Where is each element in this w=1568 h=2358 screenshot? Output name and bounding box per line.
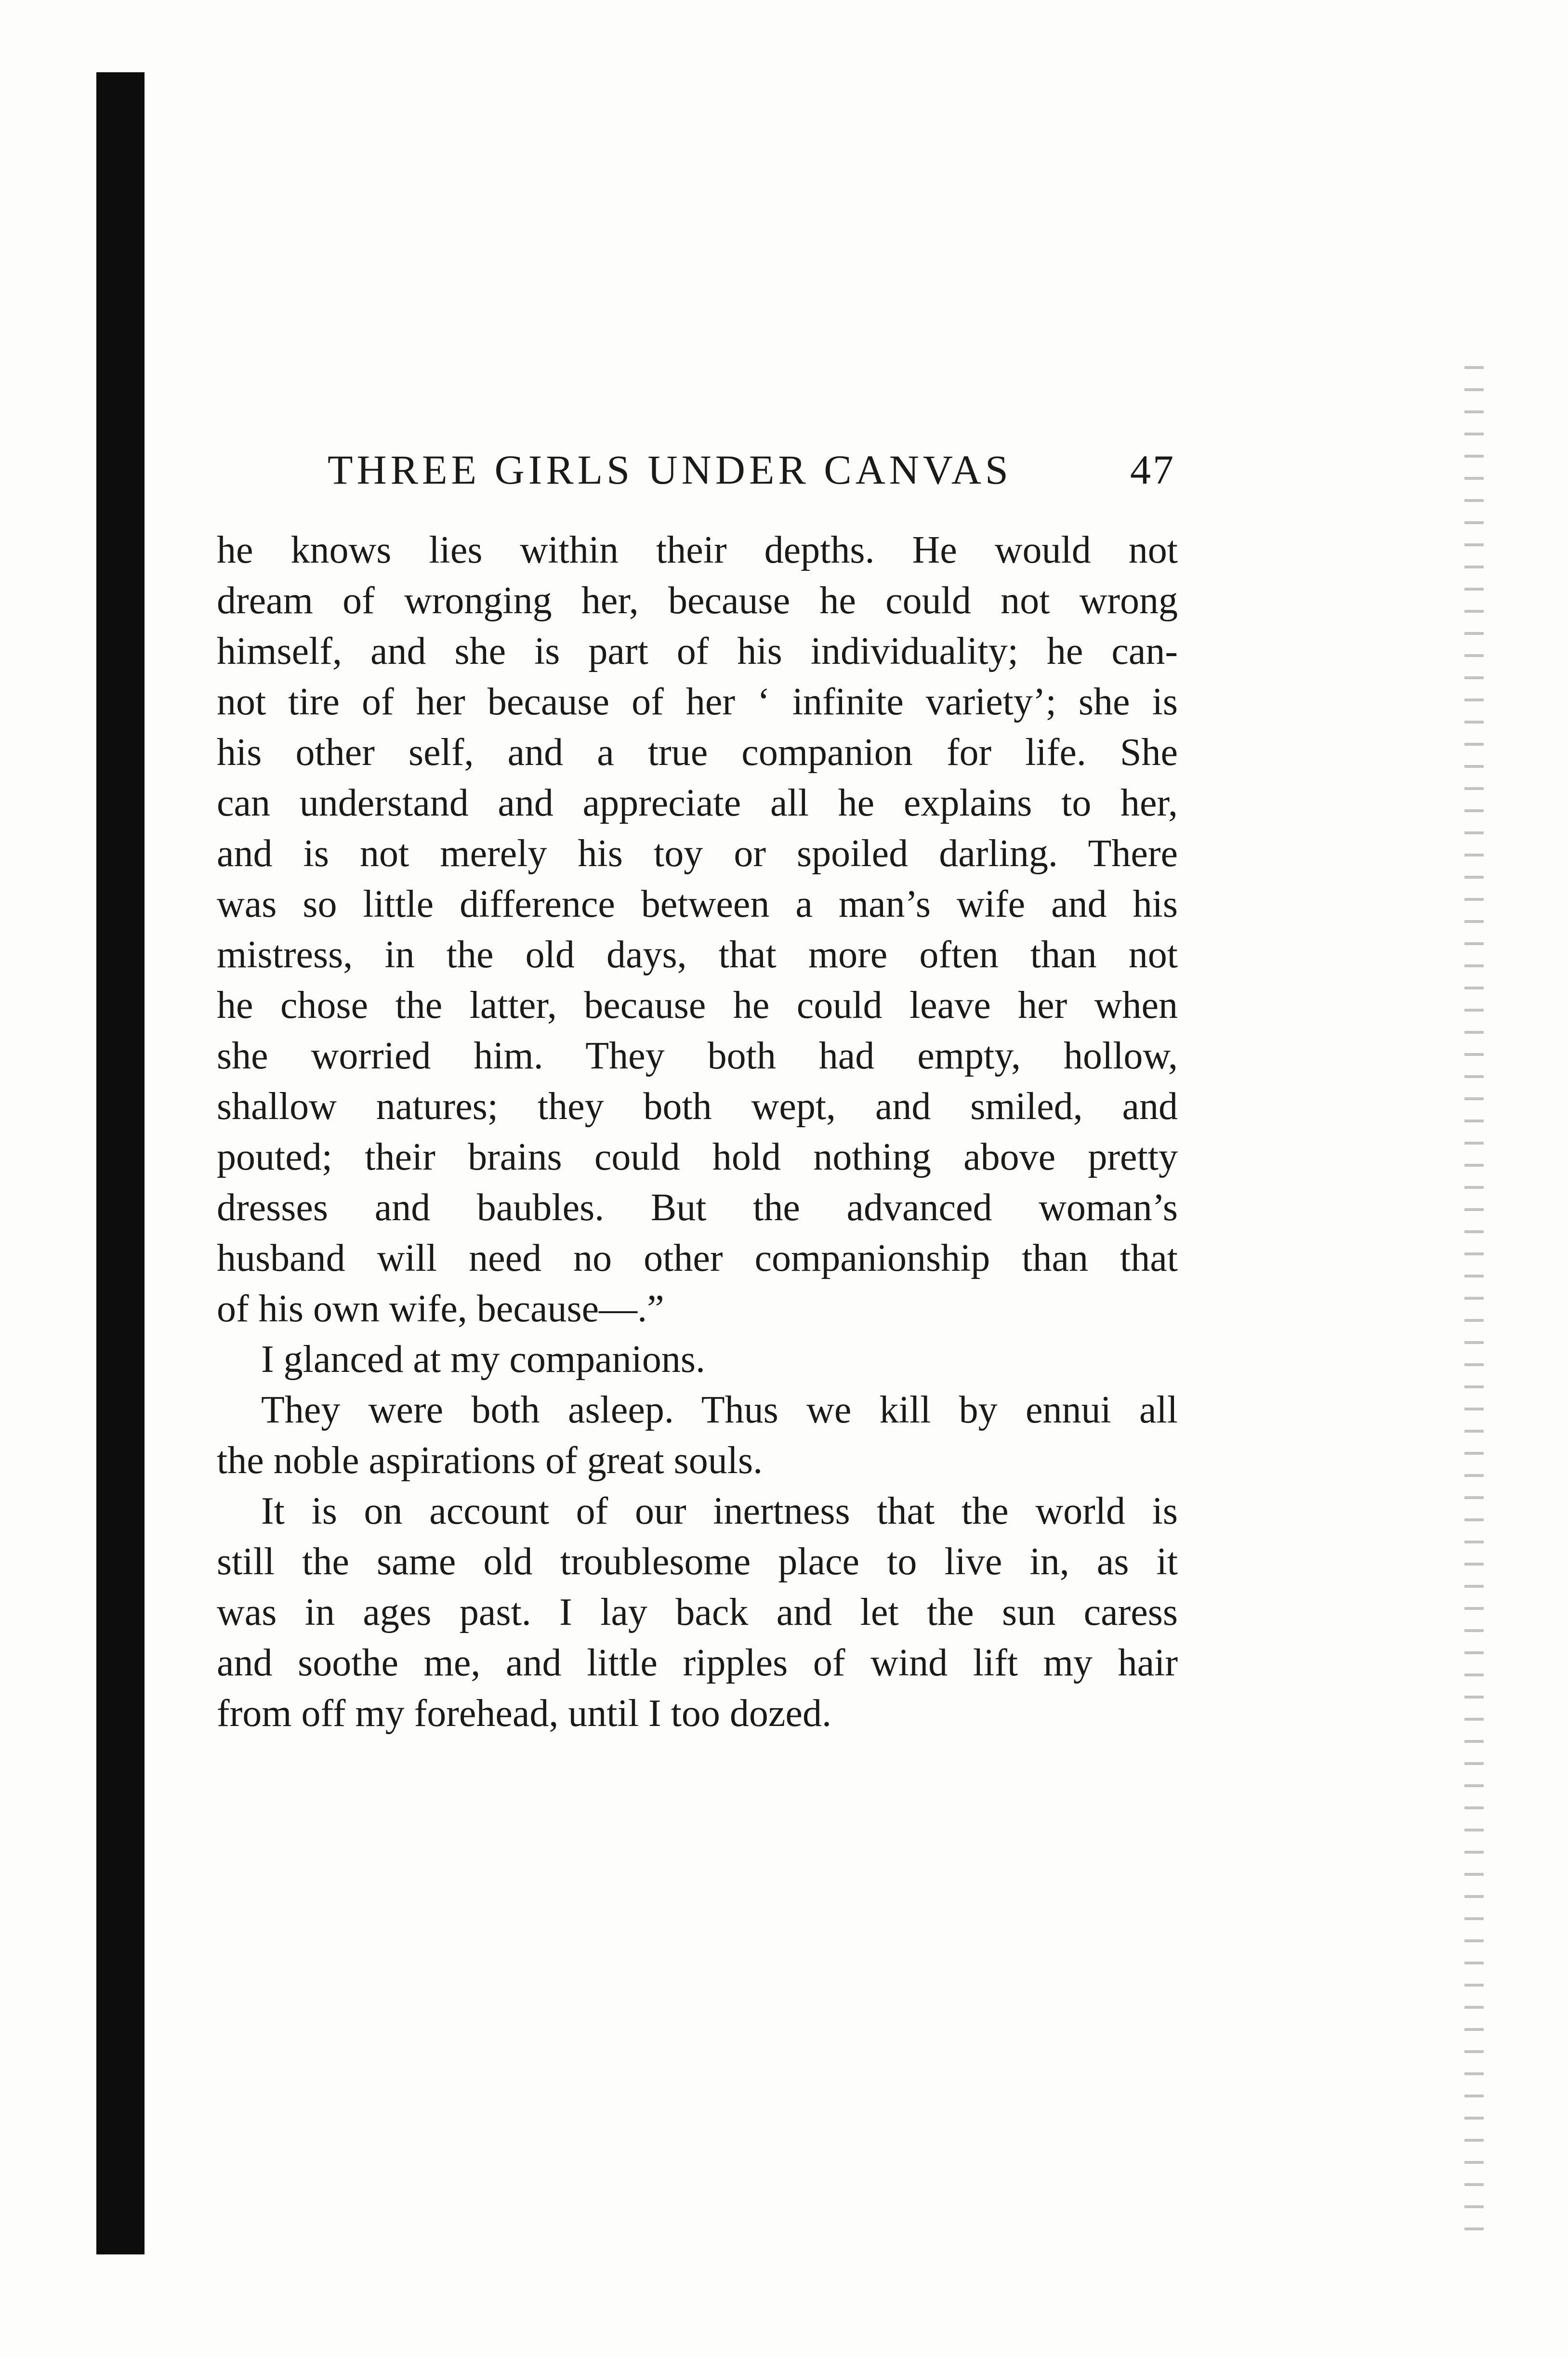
text-line: They were both asleep. Thus we kill by ennui all [261,1389,1178,1431]
text-line: of his own wife, because—.” [217,1288,664,1330]
text-line: and soothe me, and little ripples of wind lift my hair [217,1642,1178,1684]
text-line: mistress, in the old days, that more often than not [217,934,1178,976]
text-line: and is not merely his toy or spoiled darling. There [217,832,1178,875]
text-line: It is on account of our inertness that the world is [261,1490,1178,1532]
body-text [217,525,1178,1739]
page-number: 47 [1130,447,1175,493]
text-line: pouted; their brains could hold nothing above pretty [217,1136,1178,1178]
text-line: she worried him. They both had empty, hollow, [217,1035,1178,1077]
text-line: from off my forehead, until I too dozed. [217,1692,831,1735]
binding-shadow [96,72,145,2254]
text-line: still the same old troublesome place to live in, as it [217,1541,1178,1583]
text-line: he knows lies within their depths. He would not [217,529,1178,571]
text-line: was so little difference between a man’s wife and his [217,883,1178,925]
text-line: himself, and she is part of his individuality; he can- [217,630,1178,672]
text-line: shallow natures; they both wept, and smiled, and [217,1085,1178,1128]
text-line: the noble aspirations of great souls. [217,1439,763,1482]
text-line: was in ages past. I lay back and let the sun caress [217,1591,1178,1633]
text-line: his other self, and a true companion for life. She [217,731,1178,774]
page-edge-specks [1464,366,1484,2245]
text-line: husband will need no other companionship than that [217,1237,1178,1279]
text-line: dream of wronging her, because he could not wrong [217,580,1178,622]
text-line: I glanced at my companions. [261,1338,705,1381]
text-line: not tire of her because of her ‘ infinite variety’; she is [217,681,1178,723]
text-line: he chose the latter, because he could leave her when [217,984,1178,1027]
running-title: THREE GIRLS UNDER CANVAS [328,447,1012,493]
text-line: dresses and baubles. But the advanced woman’s [217,1186,1178,1229]
running-head [328,446,1175,499]
text-line: can understand and appreciate all he explains to her, [217,782,1178,824]
